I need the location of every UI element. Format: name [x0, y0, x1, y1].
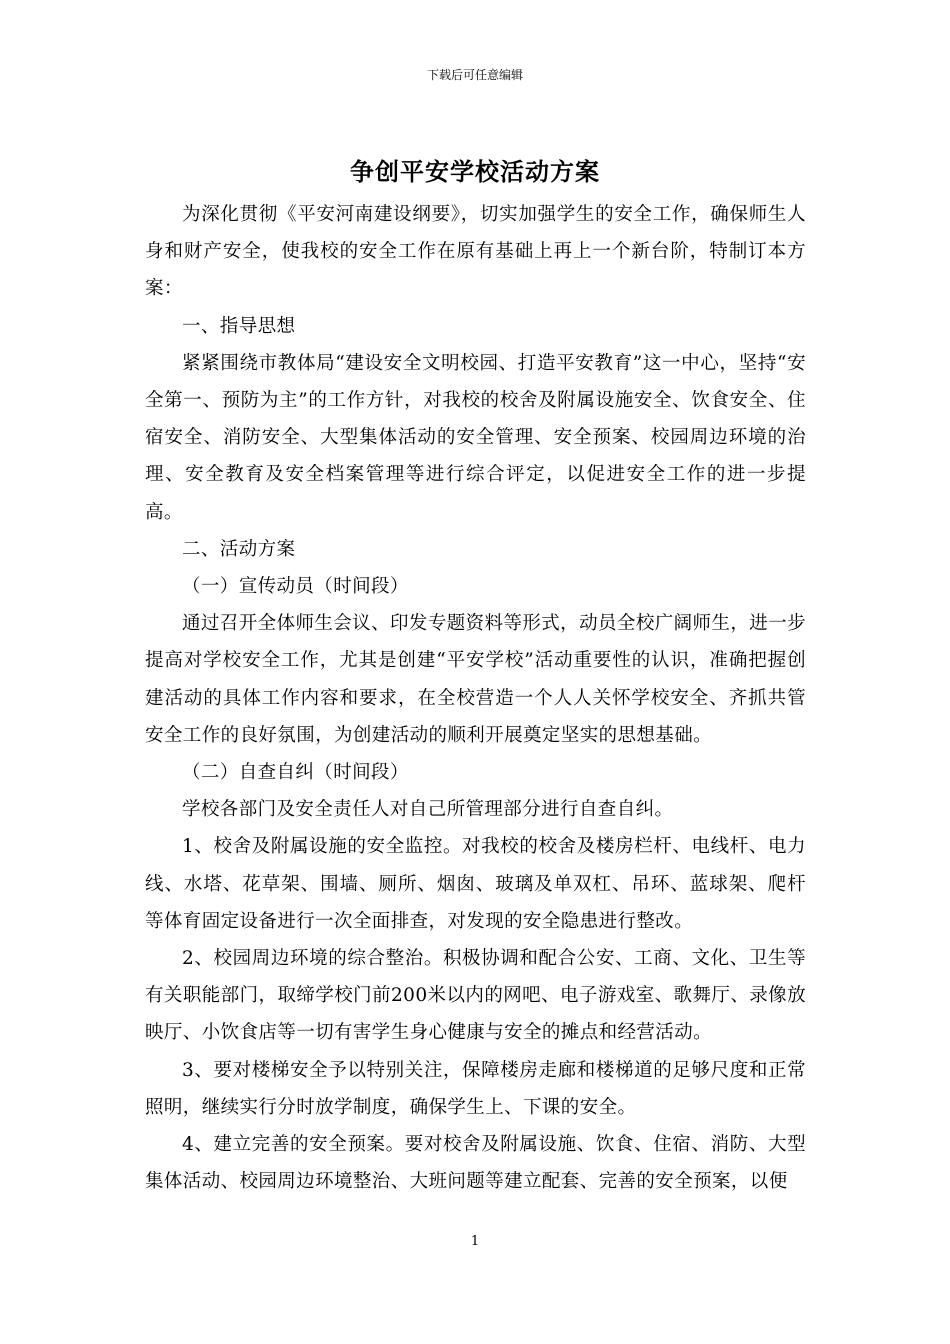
page-number: 1: [470, 1234, 480, 1249]
list-item-stairs: 3、要对楼梯安全予以特别关注，保障楼房走廊和楼梯道的足够尺度和正常照明，继续实行分时放学制度，确保学生上、下课的安全。: [145, 1059, 806, 1118]
paragraph-self-inspection: 学校各部门及安全责任人对自己所管理部分进行自查自纠。: [182, 799, 674, 821]
document-body: [145, 196, 806, 1200]
section-heading-guiding-ideology: 一、指导思想: [182, 315, 296, 337]
document-title: 争创平安学校活动方案: [350, 157, 600, 186]
list-item-safety-plan: 4、建立完善的安全预案。要对校舍及附属设施、饮食、住宿、消防、大型集体活动、校园周边环境整治、大班问题等建立配套、完善的安全预案，以便: [145, 1134, 806, 1193]
paragraph-intro: 为深化贯彻《平安河南建设纲要》，切实加强学生的安全工作，确保师生人身和财产安全，使我校的安全工作在原有基础上再上一个新台阶，特制订本方案：: [145, 204, 806, 300]
list-item-surroundings: 2、校园周边环境的综合整治。积极协调和配合公安、工商、文化、卫生等有关职能部门，取缔学校门前200米以内的网吧、电子游戏室、歌舞厅、录像放映厅、小饮食店等一切有害学生身心健康与安全的摊点和经营活动。: [145, 948, 806, 1044]
subsection-heading-publicity: （一）宣传动员（时间段）: [182, 576, 409, 598]
subsection-heading-self-inspection: （二）自查自纠（时间段）: [182, 762, 409, 784]
section-heading-activity-plan: 二、活动方案: [182, 538, 296, 560]
paragraph-guiding-ideology: 紧紧围绕市教体局“建设安全文明校园、打造平安教育”这一中心，坚持“安全第一、预防为主”的工作方针，对我校的校舍及附属设施安全、饮食安全、住宿安全、消防安全、大型集体活动的安全管理、安全预案、校园周边环境的治理、安全教育及安全档案管理等进行综合评定，以促进安全工作的进一步提高。: [145, 352, 806, 523]
paragraph-publicity: 通过召开全体师生会议、印发专题资料等形式，动员全校广阔师生，进一步提高对学校安全工作，尤其是创建“平安学校”活动重要性的认识，准确把握创建活动的具体工作内容和要求，在全校营造一个人人关怀学校安全、齐抓共管安全工作的良好氛围，为创建活动的顺利开展奠定坚实的思想基础。: [145, 613, 806, 746]
page-header-note: 下载后可任意编辑: [426, 68, 523, 82]
list-item-facilities: 1、校舍及附属设施的安全监控。对我校的校舍及楼房栏杆、电线杆、电力线、水塔、花草架、围墙、厕所、烟囱、玻璃及单双杠、吊环、蓝球架、爬杆等体育固定设备进行一次全面排查，对发现的安全隐患进行整改。: [145, 836, 806, 932]
